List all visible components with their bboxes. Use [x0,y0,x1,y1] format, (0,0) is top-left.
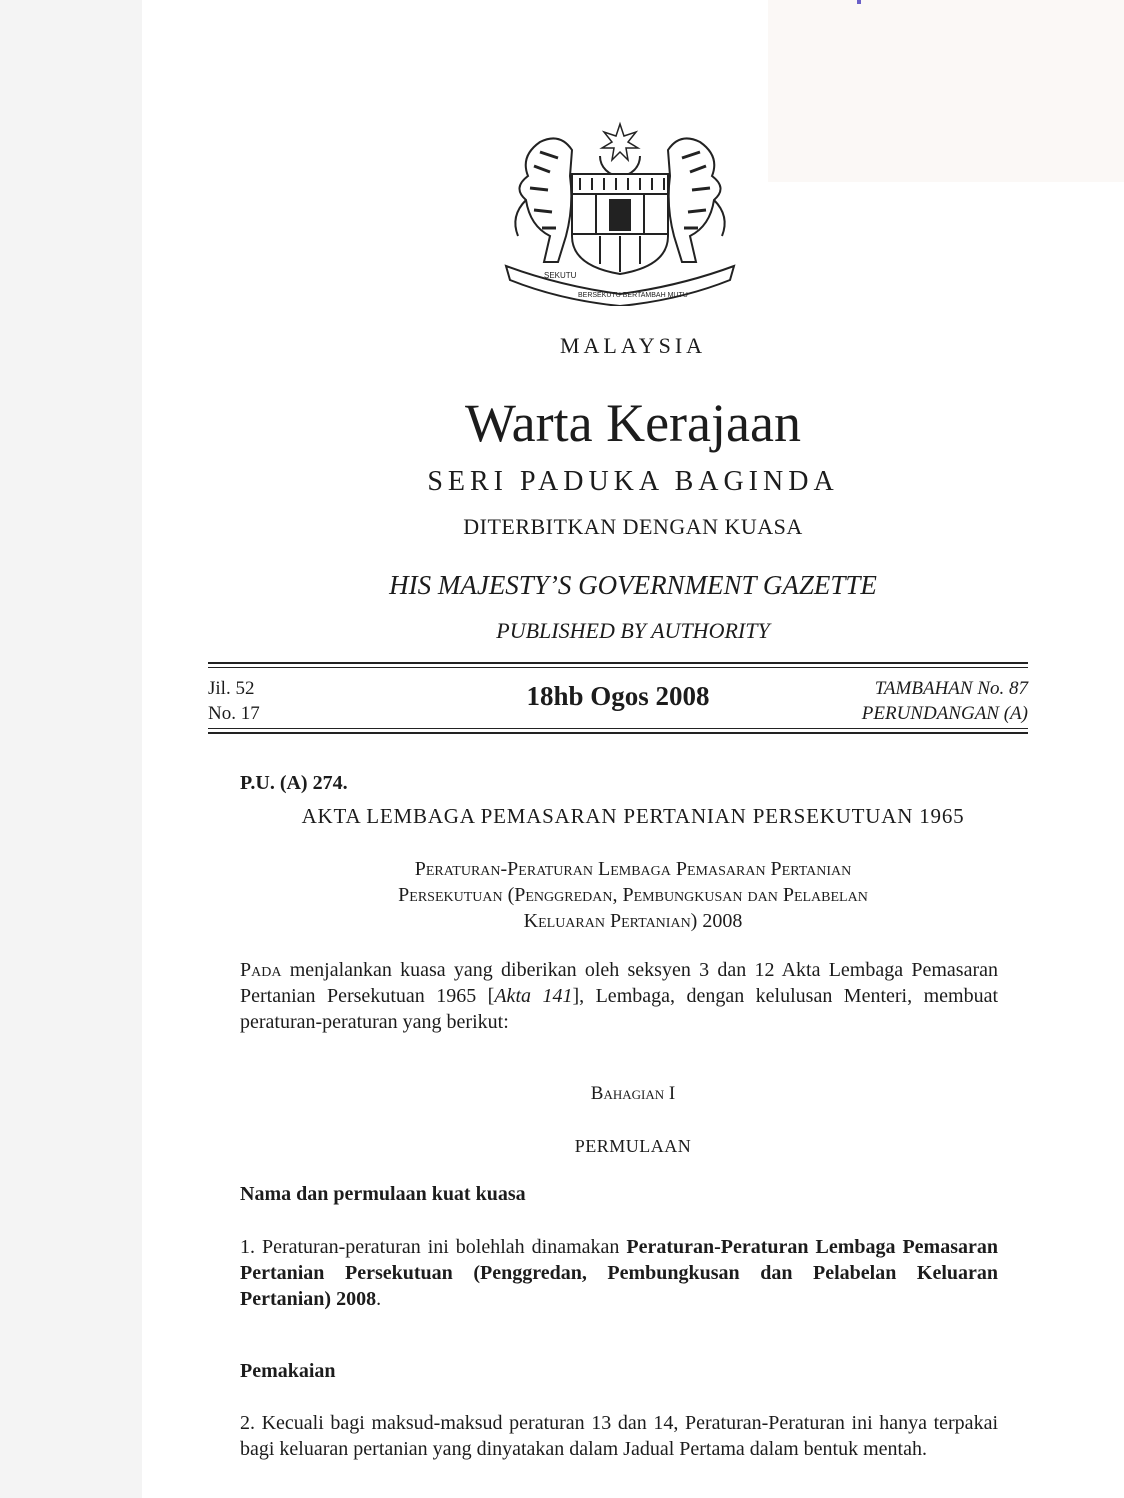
section-heading: Nama dan permulaan kuat kuasa [240,1183,526,1205]
published-by-malay: DITERBITKAN DENGAN KUASA [463,514,803,539]
scan-mark [857,0,861,4]
svg-text:SEKUTU: SEKUTU [544,271,577,280]
issue-number: No. 17 [208,703,260,724]
gazette-title-english: HIS MAJESTY’S GOVERNMENT GAZETTE [389,570,877,600]
regulation-1-end: . [376,1288,382,1310]
coat-of-arms-icon [500,116,740,306]
page-corner-shade [768,0,1124,182]
pu-number: P.U. (A) 274. [240,772,348,794]
legislation-category: PERUNDANGAN (A) [861,703,1028,724]
preamble [240,957,998,1035]
volume-number: Jil. 52 [208,678,255,699]
preamble-lead: Pada [240,959,282,981]
act-title: AKTA LEMBAGA PEMASARAN PERTANIAN PERSEKUTUAN 1965 [301,804,965,828]
part-title: PERMULAAN [574,1136,692,1156]
regulation-1 [240,1234,998,1312]
bottom-rule [208,732,1028,734]
issue-date: 18hb Ogos 2008 [526,681,710,711]
preamble-act-ref: Akta 141 [494,985,573,1007]
gazette-title: Warta Kerajaan [465,393,801,453]
regulations-title-line: Peraturan-Peraturan Lembaga Pemasaran Pertanian [414,858,852,880]
gazette-subtitle: SERI PADUKA BAGINDA [427,466,839,497]
regulation-1-text: 1. Peraturan-peraturan ini bolehlah dinamakan [240,1236,627,1258]
preamble-text: menjalankan kuasa yang diberikan oleh seksyen 3 dan 12 Akta Lembaga Pemasaran Pertanian Persekutuan 1965 [ [240,959,998,1007]
top-rule-thin [208,667,1028,668]
regulations-title-line: Persekutuan (Penggredan, Pembungkusan dan Pelabelan [398,884,868,906]
top-rule [208,662,1028,664]
part-label: Bahagian I [590,1083,676,1104]
supplement-info [700,676,1028,726]
country-label: MALAYSIA [559,333,707,358]
section-heading: Pemakaian [240,1360,336,1382]
svg-text:BERSEKUTU BERTAMBAH MUTU: BERSEKUTU BERTAMBAH MUTU [578,292,688,299]
regulation-1-citation: Peraturan-Peraturan Lembaga Pemasaran Pertanian Persekutuan (Penggredan, Pembungkusan dan Pelabelan Keluaran Pertanian) 2008 [240,1236,998,1310]
supplement-number: TAMBAHAN No. 87 [874,678,1028,699]
preamble-text-end: ], Lembaga, dengan kelulusan Menteri, membuat peraturan-peraturan yang berikut: [240,985,998,1033]
regulations-title-line: Keluaran Pertanian) 2008 [523,910,743,932]
published-by-english: PUBLISHED BY AUTHORITY [496,618,770,643]
regulations-title [142,856,1124,934]
bottom-rule-thin [208,728,1028,729]
regulation-2: 2. Kecuali bagi maksud-maksud peraturan 13 dan 14, Peraturan-Peraturan ini hanya terpakai bagi keluaran pertanian yang dinyatakan dalam Jadual Pertama dalam bentuk mentah. [240,1412,998,1460]
